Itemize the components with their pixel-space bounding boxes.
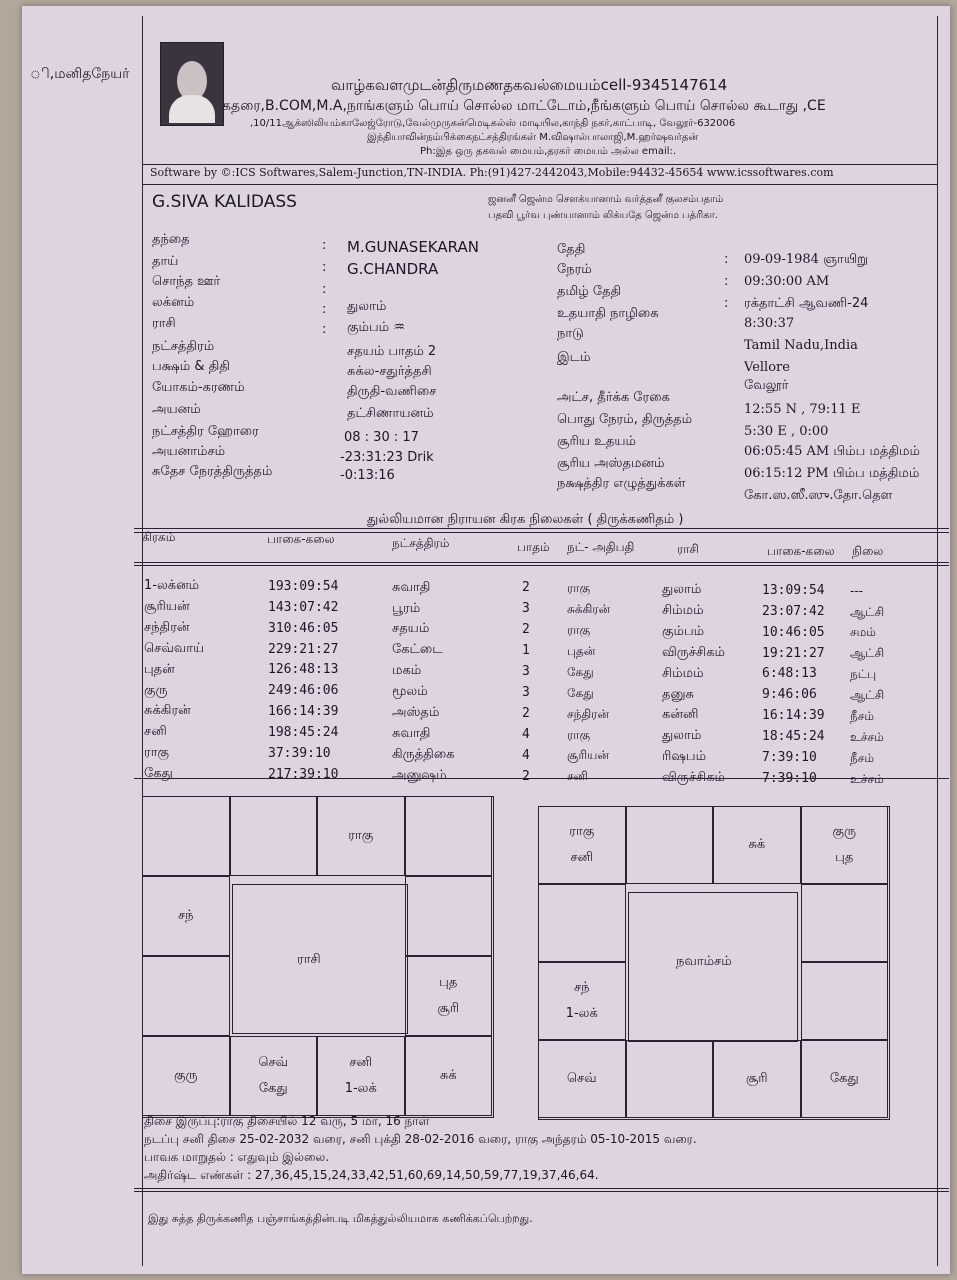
detail-value: திருதி-வணிசை [347, 384, 437, 399]
detail-label: தமிழ் தேதி [557, 284, 622, 299]
table-cell: கேது [567, 664, 594, 679]
table-cell: 3 [522, 664, 530, 679]
detail-value: தட்சிணாயனம் [347, 406, 434, 421]
table-cell: 6:48:13 [762, 666, 817, 682]
detail-label: அயனம் [152, 402, 201, 417]
table-cell: கும்பம் [662, 623, 705, 639]
table-cell: ஆட்சி [850, 646, 885, 661]
detail-value: 09-09-1984 ஞாயிறு [744, 252, 869, 267]
navamsa_chart-house [801, 806, 889, 884]
table-cell: 2 [522, 705, 530, 721]
planet-label: சந் [177, 908, 194, 923]
navamsa_chart-house [538, 962, 626, 1040]
navamsa_chart-house [538, 806, 626, 884]
navamsa_chart-house [713, 1040, 801, 1118]
planet-label: ராகு [569, 824, 595, 839]
planet-label: குரு [173, 1068, 198, 1083]
planet-label: புத [439, 974, 458, 990]
detail-label: நட்சத்திர ஹோரை [152, 424, 259, 439]
header-line2: கதரை,B.COM,M.A,நாங்களும் பொய் சொல்ல மாட்டோம்,நீங்களும் பொய் சொல்ல கூடாது ,CE [222, 98, 826, 114]
table-cell: கேது [567, 685, 594, 700]
table-cell: 19:21:27 [762, 645, 825, 661]
detail-label: தேதி [557, 242, 586, 257]
table-cell: விருச்சிகம் [662, 770, 725, 786]
table-cell: 23:07:42 [762, 603, 825, 619]
table-cell: துலாம் [662, 582, 702, 597]
table-cell: நீசம் [850, 750, 874, 765]
table-cell: சந்திரன் [144, 619, 190, 635]
detail-value: 09:30:00 AM [744, 274, 830, 289]
footer-line1: திசை இருப்பு:ராகு திசையில் 12 வரு, 5 மா, 16 நாள் [144, 1114, 430, 1128]
detail-value: ரக்தாட்சி ஆவணி-24 [744, 296, 869, 311]
footer-line3: பாவக மாறுதல் : எதுவும் இல்லை. [144, 1150, 330, 1164]
table-cell: சுக்கிரன் [567, 602, 611, 617]
table-cell: சிம்மம் [662, 665, 704, 681]
table-cell: ராகு [567, 727, 591, 742]
table-cell: சனி [144, 724, 167, 740]
table-cell: நட்பு [850, 667, 877, 682]
detail-label: யோகம்-கரணம் [152, 380, 245, 395]
detail-value: Tamil Nadu,India [744, 338, 858, 353]
header-line1: வாழ்கவளமுடன்திருமணதகவல்மையம்cell-9345147614 [331, 76, 728, 94]
planet-label: புத [835, 850, 854, 865]
table-cell: 18:45:24 [762, 729, 825, 745]
planet-label: சுக் [748, 837, 766, 852]
col-star: நட்சத்திரம் [392, 536, 450, 550]
detail-label: நட்சத்திரம் [152, 339, 215, 354]
detail-label: சூரிய அஸ்தமனம் [557, 456, 665, 471]
table-cell: 7:39:10 [762, 770, 817, 786]
table-cell: 3 [522, 684, 530, 700]
detail-label: பொது நேரம், திருத்தம் [557, 412, 693, 427]
detail-label: நேரம் [557, 262, 592, 277]
verse-line2: பதவி பூர்வ புண்யானாம் லிக்யதே ஜென்ம பத்ரிகா. [488, 210, 718, 221]
header-line4: இந்தியாவின்நம்பிக்கைநட்சத்திரங்கள் M.விஷால்பாலாஜி,M.ஹர்ஷவர்தன் [367, 132, 699, 143]
table-cell: 16:14:39 [762, 708, 825, 724]
col-rasi: ராசி [677, 542, 699, 556]
rasi_chart-house [317, 1036, 405, 1116]
detail-value: 06:05:45 AM பிம்ப மத்திமம் [744, 444, 920, 459]
table-cell: கன்னி [662, 707, 699, 723]
table-cell: 9:46:06 [762, 687, 817, 703]
table-cell: 4 [522, 747, 530, 763]
table-cell: 2 [522, 768, 530, 784]
detail-value: 12:55 N , 79:11 E [744, 402, 861, 417]
navamsa_chart-house [538, 884, 626, 962]
table-cell: கிருத்திகை [392, 746, 455, 762]
profile-photo [160, 42, 224, 126]
rasi_chart-house [142, 796, 230, 876]
rasi_chart-house [142, 956, 230, 1036]
detail-label: நக்ஷத்திர எழுத்துக்கள் [557, 476, 686, 491]
table-cell: 2 [522, 622, 530, 638]
detail-value: -23:31:23 Drik [340, 450, 434, 465]
table-cell: விருச்சிகம் [662, 644, 725, 660]
table-cell: 13:09:54 [762, 582, 825, 598]
footer-line2: நடப்பு சனி திசை 25-02-2032 வரை, சனி புக்தி 28-02-2016 வரை, ராகு அந்தரம் 05-10-2015 வரை. [144, 1132, 697, 1146]
detail-label: தாய் [152, 254, 179, 269]
horoscope-sheet: வாழ்கவளமுடன்திருமணதகவல்மையம்cell-9345147614 ி,மனிதநேயர் கதரை,B.COM,M.A,நாங்களும் பொய் சொல்ல மாட்டோம்,நீங்களும் பொய் சொல்ல கூடாது ,CE ,10/11ஆக்ஸிலியம்காலேஜ்ரோடு,வேல்முருகன்மெடிகல்ஸ் மாடியில,காந்தி நகர்,காட்பாடி, வேலூர்-632006 இந்தியாவின்நம்பிக்கைநட்சத்திரங்கள் M.விஷால்பாலாஜி,M.ஹர்ஷவர்தன் Ph:இத ஒரு தகவல் மையம்,தரகர் மையம் அல்ல email:. Software by ©:ICS Softwares,Salem-Junction,TN-INDIA. Ph:(91)427-2442043,Mobile:94432-45654 www.icssoftwares.com G.SIVA KALIDASS ஜனனீ ஜென்ம சௌக்யானாம் வர்த்தனீ குலசம்பதாம் பதவி பூர்வ புண்யானாம் லிக்யதே ஜென்ம பத்ரிகா. தந்தை M.GUNASEKARAN தாய் G.CHANDRA சொந்த ஊர் லக்னம் துலாம் ராசி கும்பம் ♒ நட்சத்திரம் சதயம் பாதம் 2 பக்ஷம் & திதி சுக்ல-சதுர்த்தசி யோகம்-கரணம் திருதி-வணிசை அயனம் தட்சிணாயனம் நட்சத்திர ஹோரை 08 : 30 : 17 அயனாம்சம் -23:31:23 Drik சுதேச நேரத்திருத்தம் -0:13:16 : : : : : தேதி 09-09-1984 ஞாயிறு நேரம் 09:30:00 AM தமிழ் தேதி ரக்தாட்சி ஆவணி-24 உதயாதி நாழிகை 8:30:37 நாடு Tamil Nadu,India இடம் Vellore வேலூர் அட்ச, தீர்க்க ரேகை 12:55 N , 79:11 E பொது நேரம், திருத்தம் 5:30 E , 0:00 சூரிய உதயம் 06:05:45 AM பிம்ப மத்திமம் சூரிய அஸ்தமனம் 06:15:12 PM பிம்ப மத்திமம் நக்ஷத்திர எழுத்துக்கள் கோ.ஸ.ஸீ.ஸு.தோ.தௌ : : : துல்லியமான நிராயன கிரக நிலைகள் ( திருக்கணிதம் ) கிரகம் பாகை-கலை நட்சத்திரம் பாதம் நட்- அதிபதி ராசி பாகை-கலை நிலை 1-லக்னம் 193:09:54 சுவாதி 2 ராகு துலாம் 13:09:54 --- சூரியன் 143:07:42 பூரம் 3 சுக்கிரன் சிம்மம் 23:07:42 ஆட்சி சந்திரன் 310:46:05 சதயம் 2 ராகு கும்பம் 10:46:05 சமம் செவ்வாய் 229:21:27 கேட்டை 1 புதன் விருச்சிகம் 19:21:27 ஆட்சி புதன் 126:48:13 மகம் 3 கேது சிம்மம் 6:48:13 நட்பு குரு 249:46:06 மூலம் 3 கேது தனுசு 9:46:06 ஆட்சி சுக்கிரன் 166:14:39 அஸ்தம் 2 சந்திரன் கன்னி 16:14:39 நீசம் சனி 198:45:24 சுவாதி 4 ராகு துலாம் 18:45:24 உச்சம் ராகு 37:39:10 கிருத்திகை 4 சூரியன் ரிஷபம் 7:39:10 நீசம் கேது 217:39:10 அனுஷம் 2 சனி விருச்சிகம் 7:39:10 உச்சம் ராகு சந் புத சூரி குரு செவ் கேது சனி 1-லக் சுக் ராசி ராகு சனி சுக் குரு புத சந் 1-லக் செவ் சூரி கேது நவாம்சம் திசை இருப்பு:ராகு திசையில் 12 வரு, 5 மா, 16 நாள் நடப்பு சனி திசை 25-02-2032 வரை, சனி புக்தி 28-02-2016 வரை, ராகு அந்தரம் 05-10-2015 வரை. பாவக மாறுதல் : எதுவும் இல்லை. அதிர்ஷ்ட எண்கள் : 27,36,45,15,24,33,42,51,60,69,14,50,59,77,19,37,46,64. இது சுத்த திருக்கணித பஞ்சாங்கத்தின்படி மிகத்துல்லியமாக கணிக்கப்பெற்றது. [22, 6, 950, 1274]
detail-label: சுதேச நேரத்திருத்தம் [152, 464, 273, 479]
table-cell: கேது [144, 766, 173, 782]
table-cell: புதன் [567, 643, 596, 658]
table-cell: 3 [522, 601, 530, 617]
table-cell: கேட்டை [392, 642, 443, 658]
table-cell: 10:46:05 [762, 624, 825, 640]
navamsa_chart-house [538, 1040, 626, 1118]
planet-label: ராகு [348, 828, 374, 843]
table-cell: நீசம் [850, 709, 874, 723]
table-cell: ராகு [567, 581, 591, 596]
footer-line4: அதிர்ஷ்ட எண்கள் : 27,36,45,15,24,33,42,51,60,69,14,50,59,77,19,37,46,64. [144, 1168, 599, 1182]
rasi_chart-house [405, 956, 493, 1036]
detail-label: லக்னம் [152, 295, 195, 310]
planet-label: சனி [570, 850, 594, 865]
table-cell: 166:14:39 [268, 704, 339, 720]
planet-label: 1-லக் [344, 1081, 377, 1097]
table-cell: குரு [144, 682, 168, 698]
planet-label: சந் [573, 980, 590, 995]
table-cell: சுக்கிரன் [144, 703, 191, 719]
verse-line1: ஜனனீ ஜென்ம சௌக்யானாம் வர்த்தனீ குலசம்பதாம் [488, 194, 724, 205]
table-cell: ரிஷபம் [662, 749, 707, 765]
rasi_chart-house [230, 796, 318, 876]
navamsa-chart-title: நவாம்சம் [676, 954, 732, 969]
rasi_chart-house [317, 796, 405, 876]
table-cell: உச்சம் [850, 771, 884, 786]
planet-label: சூரி [745, 1071, 768, 1086]
software-credit: Software by ©:ICS Softwares,Salem-Junction,TN-INDIA. Ph:(91)427-2442043,Mobile:94432-45654 www.icssoftwares.com [150, 166, 834, 179]
detail-label: பக்ஷம் & திதி [152, 359, 230, 374]
table-cell: 1 [522, 643, 530, 659]
table-cell: 310:46:05 [268, 620, 339, 636]
navamsa_chart-house [626, 1040, 714, 1118]
planet-label: சுக் [439, 1068, 457, 1083]
table-cell: 229:21:27 [268, 641, 339, 657]
detail-value: 06:15:12 PM பிம்ப மத்திமம் [744, 466, 920, 481]
table-cell: அஸ்தம் [392, 705, 440, 720]
detail-value: சதயம் பாதம் 2 [347, 344, 437, 359]
rasi-chart-title: ராசி [297, 952, 321, 967]
table-cell: 217:39:10 [268, 766, 339, 782]
table-cell: பூரம் [392, 600, 421, 616]
table-cell: ராகு [144, 745, 169, 761]
planet-label: குரு [832, 824, 857, 839]
navamsa_chart-house [801, 1040, 889, 1118]
table-cell: துலாம் [662, 728, 702, 744]
table-cell: ராகு [567, 623, 591, 637]
table-cell: செவ்வாய் [144, 640, 205, 656]
detail-value: கோ.ஸ.ஸீ.ஸு.தோ.தௌ [744, 488, 893, 503]
table-cell: மகம் [392, 663, 422, 679]
table-cell: 2 [522, 580, 530, 596]
detail-value: Vellore [744, 360, 790, 375]
header-left-name: ி,மனிதநேயர் [30, 66, 130, 82]
person-name: G.SIVA KALIDASS [152, 192, 297, 212]
planet-label: செவ் [258, 1054, 289, 1070]
rasi_chart-house [142, 876, 230, 956]
detail-value: துலாம் [347, 299, 387, 314]
detail-label: சூரிய உதயம் [557, 434, 636, 449]
planet-label: சனி [349, 1054, 373, 1070]
table-cell: 143:07:42 [268, 599, 339, 615]
col-star-lord: நட்- அதிபதி [567, 540, 635, 554]
planet-label: சூரி [437, 1001, 460, 1017]
table-cell: ஆட்சி [850, 604, 885, 619]
table-cell: 1-லக்னம் [144, 578, 200, 593]
detail-label: இடம் [557, 350, 591, 365]
detail-value: வேலூர் [744, 378, 789, 393]
table-cell: சமம் [850, 625, 876, 640]
table-cell: 126:48:13 [268, 662, 339, 678]
detail-value: கும்பம் ♒ [347, 320, 405, 335]
header-line5: Ph:இத ஒரு தகவல் மையம்,தரகர் மையம் அல்ல email:. [420, 146, 677, 157]
header-line3: ,10/11ஆக்ஸிலியம்காலேஜ்ரோடு,வேல்முருகன்மெடிகல்ஸ் மாடியில,காந்தி நகர்,காட்பாடி, வேலூர்-632006 [250, 118, 736, 129]
table-cell: 37:39:10 [268, 746, 331, 761]
detail-label: அயனாம்சம் [152, 444, 226, 459]
rasi_chart-house [405, 796, 493, 876]
detail-value: சுக்ல-சதுர்த்தசி [347, 364, 432, 379]
detail-value: -0:13:16 [340, 468, 395, 483]
table-cell: 249:46:06 [268, 683, 339, 699]
detail-value: M.GUNASEKARAN [347, 238, 479, 256]
table-cell: மூலம் [392, 684, 428, 700]
rasi_chart-house [405, 1036, 493, 1116]
footer-note: இது சுத்த திருக்கணித பஞ்சாங்கத்தின்படி மிகத்துல்லியமாக கணிக்கப்பெற்றது. [148, 1212, 533, 1225]
table-cell: --- [850, 583, 863, 598]
col-pada: பாதம் [517, 540, 550, 554]
table-cell: 4 [522, 726, 530, 742]
col-planet: கிரகம் [142, 530, 176, 544]
detail-label: ராசி [152, 316, 176, 331]
detail-label: தந்தை [152, 232, 190, 247]
navamsa_chart-house [801, 962, 889, 1040]
table-cell: தனுசு [662, 686, 695, 702]
table-cell: சூரியன் [567, 748, 610, 763]
planet-label: செவ் [566, 1071, 597, 1086]
table-cell: சதயம் [392, 621, 430, 637]
planet-label: 1-லக் [565, 1006, 598, 1021]
detail-label: அட்ச, தீர்க்க ரேகை [557, 390, 670, 405]
col-rasi-degree: பாகை-கலை [767, 544, 835, 558]
table-cell: சுவாதி [392, 579, 431, 595]
table-cell: சனி [567, 769, 588, 784]
navamsa_chart-house [626, 806, 714, 884]
planet-label: கேது [829, 1071, 859, 1086]
detail-value: 5:30 E , 0:00 [744, 424, 829, 439]
detail-label: நாடு [557, 326, 584, 341]
table-cell: 198:45:24 [268, 725, 339, 741]
planet-label: கேது [258, 1081, 288, 1097]
table-cell: சந்திரன் [567, 706, 610, 721]
table-cell: புதன் [144, 661, 175, 677]
rasi_chart-house [405, 876, 493, 956]
table-cell: ஆட்சி [850, 688, 885, 703]
col-degree: பாகை-கலை [267, 532, 335, 546]
detail-label: உதயாதி நாழிகை [557, 306, 659, 321]
rasi_chart-house [230, 1036, 318, 1116]
navamsa_chart-house [801, 884, 889, 962]
navamsa_chart-house [713, 806, 801, 884]
detail-value: G.CHANDRA [347, 260, 439, 278]
detail-label: சொந்த ஊர் [152, 274, 221, 289]
table-cell: சுவாதி [392, 725, 431, 741]
col-status: நிலை [852, 544, 884, 558]
rasi_chart-house [142, 1036, 230, 1116]
detail-value: 8:30:37 [744, 316, 795, 331]
table-cell: உச்சம் [850, 729, 884, 744]
table-cell: சிம்மம் [662, 602, 704, 618]
table-cell: 193:09:54 [268, 578, 339, 594]
table-cell: 7:39:10 [762, 750, 817, 765]
table-cell: சூரியன் [144, 598, 190, 614]
table-cell: அனுஷம் [392, 767, 447, 783]
detail-value: 08 : 30 : 17 [344, 430, 419, 445]
table-title: துல்லியமான நிராயன கிரக நிலைகள் ( திருக்கணிதம் ) [367, 512, 684, 527]
